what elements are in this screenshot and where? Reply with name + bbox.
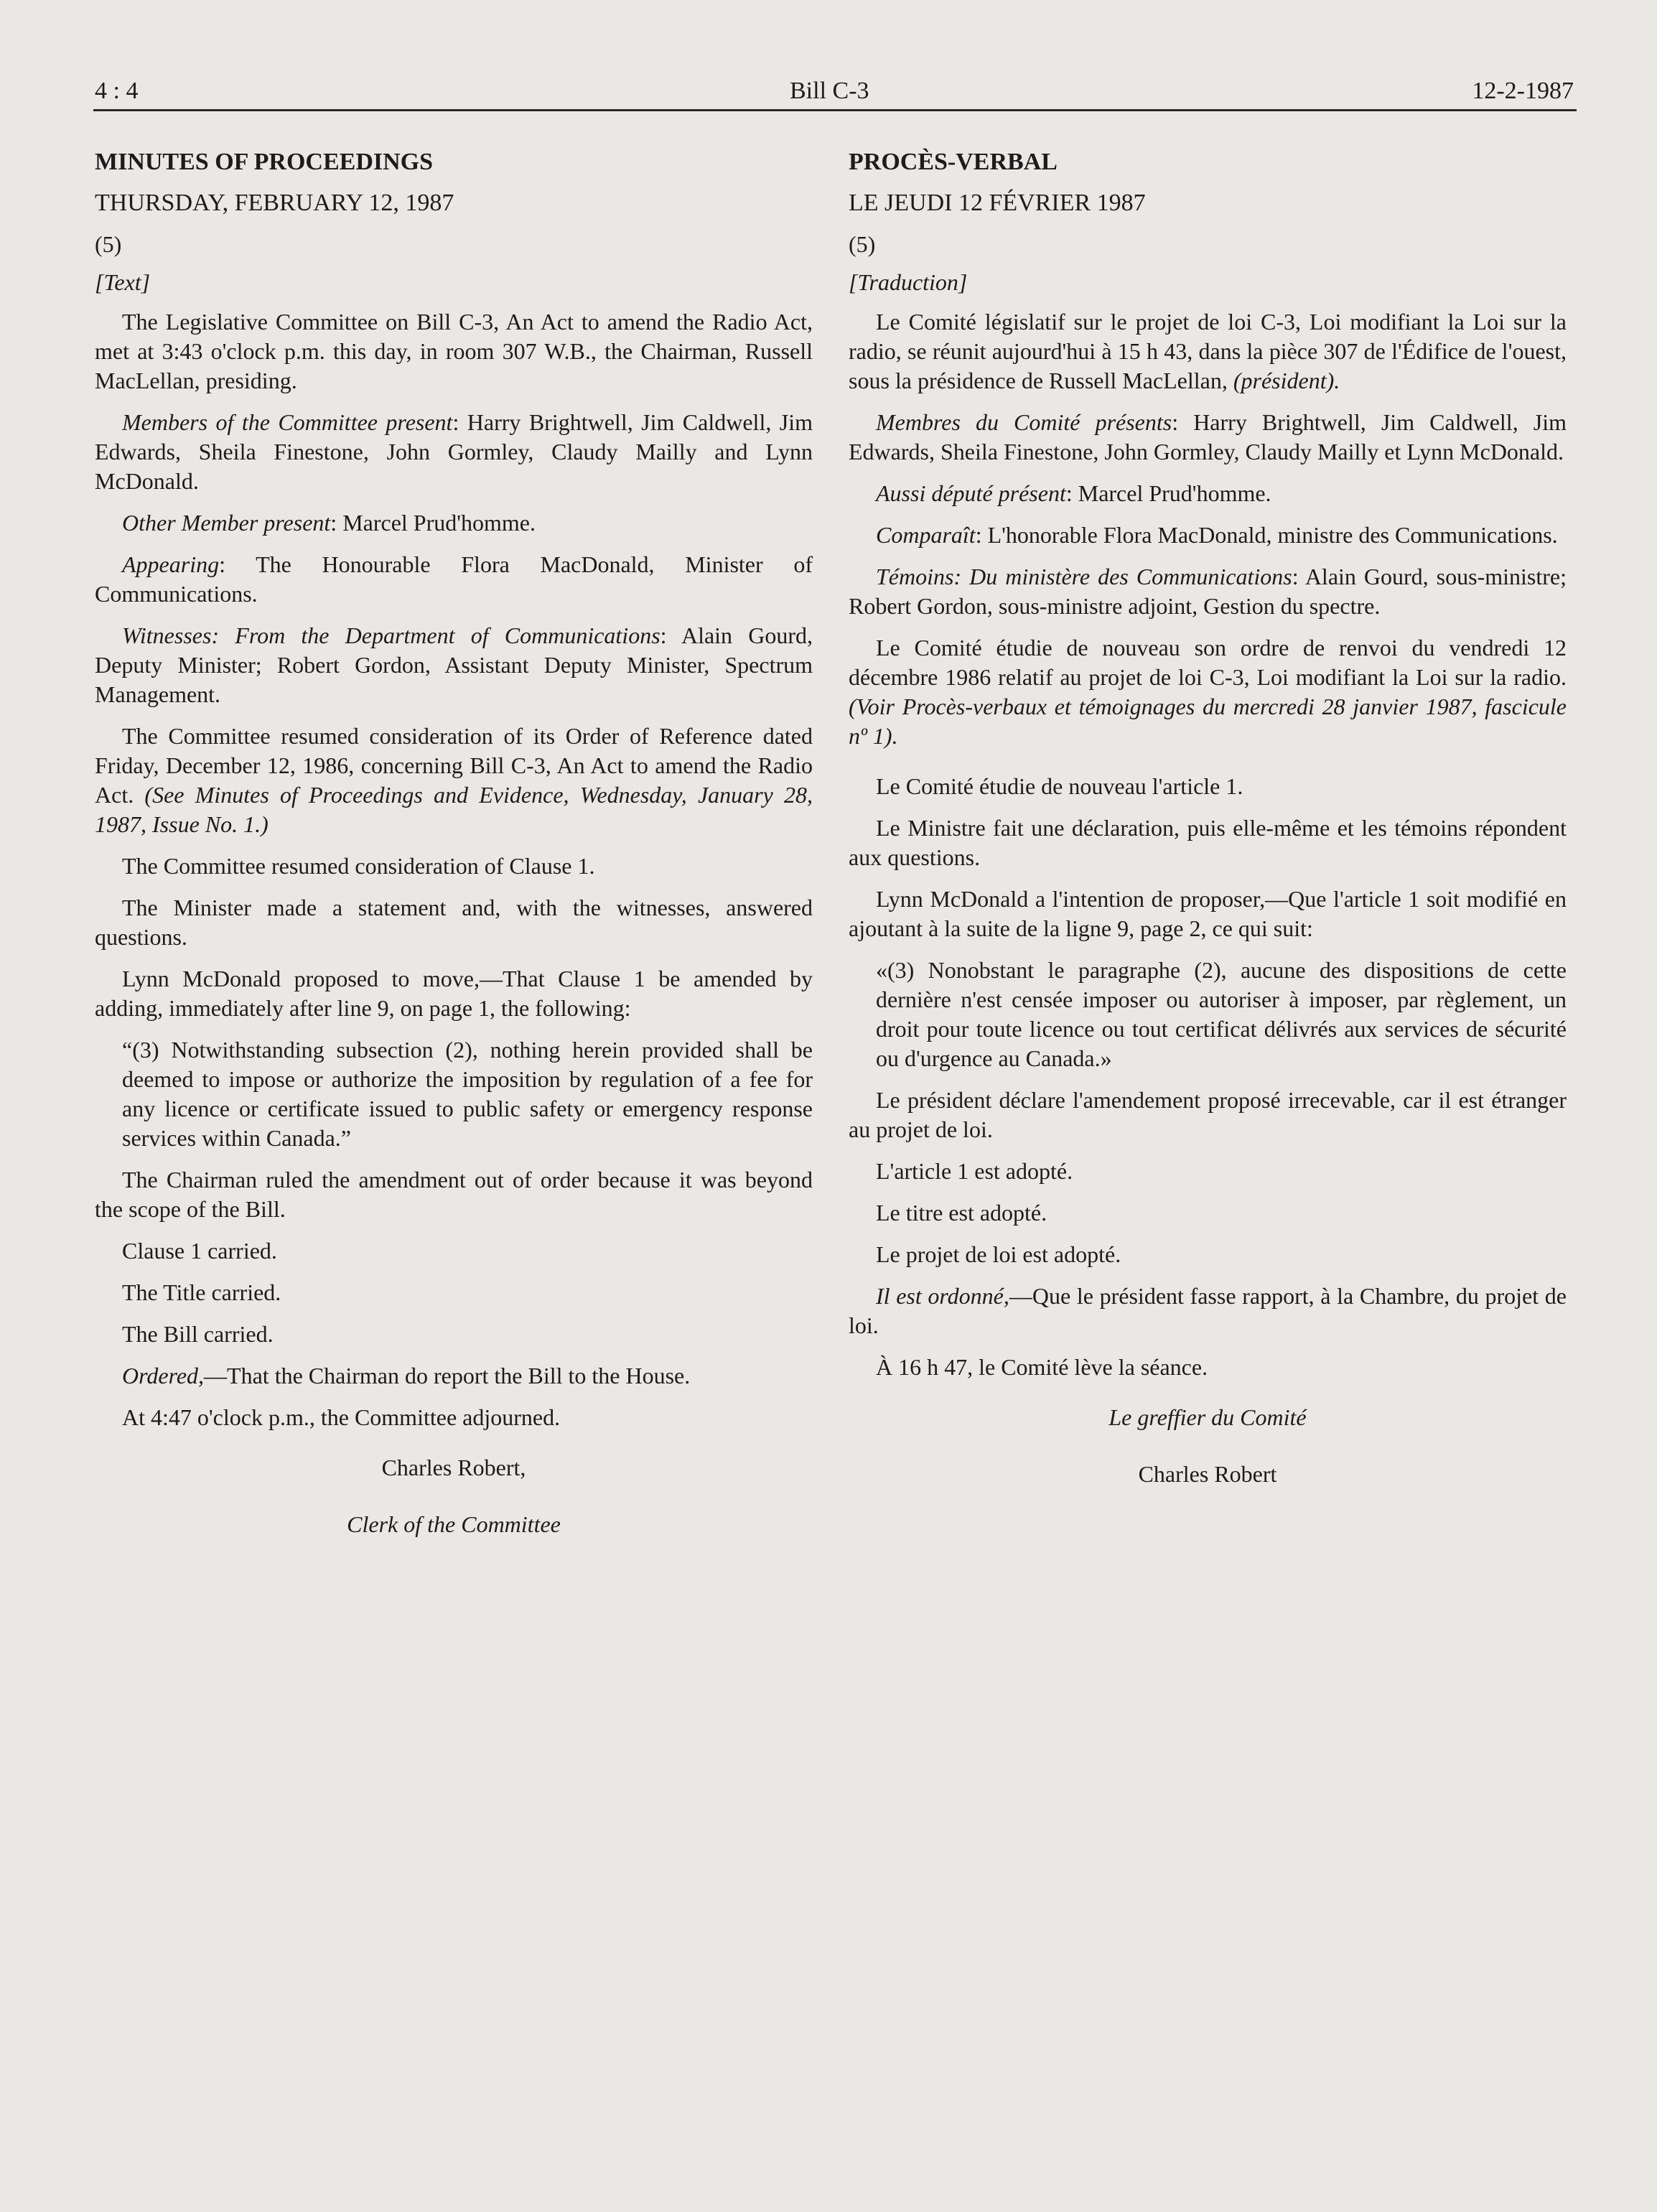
clause-paragraph-fr: Le Comité étudie de nouveau l'article 1. [876,773,1243,799]
motion-paragraph-fr: Lynn McDonald a l'intention de proposer,—Que l'article 1 soit modifié en ajoutant à la suite de la ligne 9, page 2, ce qui suit: [849,886,1567,941]
resumed-paragraph-fr [849,633,1567,751]
meeting-date-fr: LE JEUDI 12 FÉVRIER 1987 [849,190,1146,216]
other-member-fr: : Marcel Prud'homme. [1065,480,1271,506]
members-paragraph-fr [849,408,1567,467]
appearing-text: : The Honourable Flora MacDonald, Minister of Communications. [95,551,813,607]
title-carried-fr: Le titre est adopté. [876,1200,1047,1226]
english-column [95,147,813,1567]
ruling-paragraph: The Chairman ruled the amendment out of order because it was beyond the scope of the Bill. [95,1167,813,1222]
other-member-label-fr: Aussi député présent [876,480,1066,506]
witnesses-label-fr: Témoins: Du ministère des Communications [876,564,1292,589]
clause-carried-fr: L'article 1 est adopté. [876,1158,1073,1184]
clerk-title-fr: Le greffier du Comité [1108,1404,1307,1430]
title-carried: The Title carried. [122,1279,281,1305]
members-list-fr: : Harry Brightwell, Jim Caldwell, Jim Edwards, Sheila Finestone, John Gormley, Claudy Mailly et Lynn McDonald. [849,409,1567,465]
other-member: : Marcel Prud'homme. [330,510,536,536]
clerk-name-fr: Charles Robert [1138,1461,1277,1487]
ordered-label: Ordered, [122,1363,205,1389]
witnesses-paragraph [95,621,813,709]
ordered-text-fr: —Que le président fasse rapport, à la Chambre, du projet de loi. [849,1283,1567,1338]
resumed-text: The Committee resumed consideration of its Order of Reference dated Friday, December 12, 1986, concerning Bill C-3, An Act to amend the Radio Act. [95,723,813,808]
page-number: 4 : 4 [95,78,139,104]
members-label-fr: Membres du Comité présents [876,409,1172,435]
ordered-paragraph-fr [849,1282,1567,1340]
members-paragraph [95,408,813,496]
adjourned-paragraph-fr: À 16 h 47, le Comité lève la séance. [876,1354,1208,1380]
ordered-paragraph [95,1361,813,1391]
bill-carried-fr: Le projet de loi est adopté. [876,1241,1121,1267]
ordered-label-fr: Il est ordonné, [876,1283,1009,1309]
witnesses-paragraph-fr [849,562,1567,621]
other-member-label: Other Member present [122,510,331,536]
members-label: Members of the Committee present [122,409,453,435]
clause-carried: Clause 1 carried. [122,1238,277,1264]
appearing-paragraph [95,550,813,609]
minister-paragraph: The Minister made a statement and, with the witnesses, answered questions. [95,895,813,950]
minutes-heading: MINUTES OF PROCEEDINGS [95,149,434,175]
ruling-paragraph-fr: Le président déclare l'amendement proposé irrecevable, car il est étranger au projet de loi. [849,1087,1567,1142]
motion-paragraph: Lynn McDonald proposed to move,—That Clause 1 be amended by adding, immediately after line 9, on page 1, the following: [95,966,813,1021]
adjourned-paragraph: At 4:47 o'clock p.m., the Committee adjourned. [122,1404,561,1430]
appearing-paragraph-fr [849,521,1567,550]
amendment-quote-fr: «(3) Nonobstant le paragraphe (2), aucune des dispositions de cette dernière n'est censée imposer ou autoriser à imposer, par règlement, un droit pour toute licence ou tout certificat délivrés aux services de sécurité ou d'urgence au Canada.» [876,957,1567,1071]
clause-paragraph: The Committee resumed consideration of Clause 1. [122,853,595,879]
clerk-name: Charles Robert, [381,1455,526,1480]
president-note-fr: (président). [1233,368,1340,393]
resumed-reference-fr: (Voir Procès-verbaux et témoignages du mercredi 28 janvier 1987, fascicule nº 1). [849,694,1567,749]
witnesses-text-fr: : Alain Gourd, sous-ministre; Robert Gordon, sous-ministre adjoint, Gestion du spectre. [849,564,1567,619]
ordered-text: —That the Chairman do report the Bill to the House. [204,1363,691,1389]
other-member-paragraph-fr [849,479,1567,508]
opening-paragraph-fr [849,307,1567,396]
witnesses-text: : Alain Gourd, Deputy Minister; Robert Gordon, Assistant Deputy Minister, Spectrum Management. [95,622,813,707]
translation-tag: [Traduction] [849,269,968,295]
french-column [849,147,1567,1516]
opening-text-fr: Le Comité législatif sur le projet de loi C-3, Loi modifiant la Loi sur la radio, se réunit aujourd'hui à 15 h 43, dans la pièce 307 de l'Édifice de l'ouest, sous la présidence de Russell MacLellan, [849,309,1567,393]
appearing-text-fr: : L'honorable Flora MacDonald, ministre des Communications. [975,522,1558,548]
appearing-label: Appearing [122,551,220,577]
text-tag: [Text] [95,269,151,295]
meeting-date: THURSDAY, FEBRUARY 12, 1987 [95,190,454,216]
opening-paragraph: The Legislative Committee on Bill C-3, An Act to amend the Radio Act, met at 3:43 o'clock p.m. this day, in room 307 W.B., the Chairman, Russell MacLellan, presiding. [95,309,813,393]
resumed-reference: (See Minutes of Proceedings and Evidence, Wednesday, January 28, 1987, Issue No. 1.) [95,782,813,837]
header-rule [93,109,1577,111]
members-list: : Harry Brightwell, Jim Caldwell, Jim Edwards, Sheila Finestone, John Gormley, Claudy Mailly and Lynn McDonald. [95,409,813,494]
issue-number-fr: (5) [849,231,876,257]
issue-number: (5) [95,231,122,257]
header-date: 12-2-1987 [1472,78,1574,104]
bill-carried: The Bill carried. [122,1321,274,1347]
clerk-title: Clerk of the Committee [347,1511,561,1537]
proces-verbal-heading: PROCÈS-VERBAL [849,149,1058,175]
resumed-paragraph [95,722,813,839]
other-member-paragraph [95,508,813,538]
running-title: Bill C-3 [790,78,869,104]
minister-paragraph-fr: Le Ministre fait une déclaration, puis elle-même et les témoins répondent aux questions. [849,815,1567,870]
resumed-text-fr: Le Comité étudie de nouveau son ordre de renvoi du vendredi 12 décembre 1986 relatif au projet de loi C-3, Loi modifiant la Loi sur la radio. [849,635,1567,690]
amendment-quote: “(3) Notwithstanding subsection (2), nothing herein provided shall be deemed to impose or authorize the imposition by regulation of a fee for any licence or certificate issued to public safety or emergency response services within Canada.” [122,1037,813,1151]
witnesses-label: Witnesses: From the Department of Communications [122,622,661,648]
appearing-label-fr: Comparaît [876,522,976,548]
